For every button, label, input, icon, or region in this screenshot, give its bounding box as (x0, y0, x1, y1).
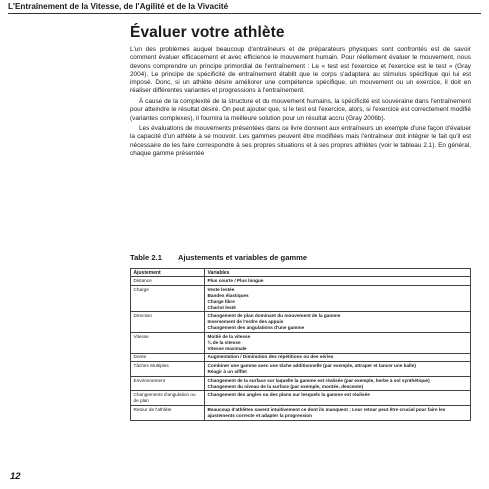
variable-item: Changement de la surface sur laquelle la gamme est réalisée (par exemple, herbe à sol synthétique) (207, 377, 430, 383)
column-header: Ajustement (131, 269, 205, 277)
table-row (131, 312, 471, 333)
variable-item: Bandes élastiques (207, 292, 249, 298)
table-row (131, 277, 471, 286)
section-title: Évaluer votre athlète (130, 24, 285, 41)
variable-item: Changement de plan dominant du mouvement de la gamme (207, 313, 341, 319)
paragraph: À cause de la complexité de la structure et du mouvement humains, la spécificité est souveraine dans l'entraînement pour atteindre le résultat désiré. On peut ajouter que, si le test est l'exercice, alors, si l'exercice est correctement modifié (variantes complexes), il fournira la meilleure solution pour un résultat accru (Gray 2006b). (130, 97, 471, 122)
adjustment-cell: Vitesse (131, 332, 205, 353)
adjustment-cell: Direction (131, 312, 205, 333)
variable-item: Réagir à un sifflet (207, 368, 247, 374)
variable-item: Augmentation / Diminution des répétitions ou des séries (207, 354, 334, 360)
table-caption (130, 253, 307, 263)
adjustment-cell: Distance (131, 277, 205, 286)
variables-cell (205, 353, 471, 362)
table-row (131, 285, 471, 312)
variable-item: Beaucoup d'athlètes savent intuitivement ce dont ils manquent ; Leur retour peut être crucial pour faire les ajustements correcte et adapter la progression (207, 406, 446, 418)
table-row (131, 376, 471, 391)
paragraph: L'un des problèmes auquel beaucoup d'entraîneurs et de préparateurs physiques sont confrontés est de savoir comment évaluer efficacement et avec efficience le mouvement humain. Pour réellement évaluer le mouvement, nous devons comprendre un principe primordial de l'entraînement : Le « test est l'exercice et l'exercice est le test » (Gray 2004). Le principe de spécificité de entraînement établit que le corps s'adaptera au stimulus spécifique qui lui est imposé. Donc, si un athlète désire améliorer une compétence spécifique, un mouvement ou un exercice, il doit en réaliser différentes variantes et progressions à l'entraînement. (130, 46, 471, 95)
variable-item: Chariot lesté (207, 304, 236, 310)
variables-cell (205, 362, 471, 377)
variables-cell (205, 405, 471, 420)
table-header-row (131, 269, 471, 277)
variable-item: Combiner une gamme avec une tâche additionnelle (par exemple, attraper et lancer une balle) (207, 362, 416, 368)
variable-item: Changement des angulations d'une gamme (207, 325, 305, 331)
variables-cell (205, 277, 471, 286)
variable-item: Plus courte / Plus longue (207, 277, 264, 283)
variables-cell (205, 391, 471, 406)
variable-item: ¾ de la vitesse (207, 339, 241, 345)
table-title: Ajustements et variables de gamme (178, 253, 308, 262)
running-header: L'Entraînement de la Vitesse, de l'Agilité et de la Vivacité (8, 0, 481, 14)
variable-item: Vitesse maximale (207, 345, 247, 351)
variables-cell (205, 332, 471, 353)
variables-cell (205, 376, 471, 391)
variable-item: Veste lestée (207, 286, 235, 292)
variable-item: Inversement de l'ordre des appuis (207, 319, 284, 325)
variables-cell (205, 285, 471, 312)
adjustment-cell: Charge (131, 285, 205, 312)
table-number: Table 2.1 (130, 253, 162, 262)
adjustment-cell: Changements d'angulation ou de plan (131, 391, 205, 406)
table-row (131, 391, 471, 406)
adjustment-cell: Retour de l'athlète (131, 405, 205, 420)
variable-item: Changement des angles ou des plans sur lesquels la gamme est réalisée (207, 392, 370, 398)
adjustment-cell: Durée (131, 353, 205, 362)
adjustment-cell: Environnement (131, 376, 205, 391)
table-row (131, 353, 471, 362)
adjustments-table (130, 268, 471, 421)
body-text (130, 46, 471, 160)
adjustment-cell: Tâches Multiples (131, 362, 205, 377)
table-row (131, 332, 471, 353)
column-header: Variables (205, 269, 471, 277)
paragraph: Les évaluations de mouvements présentées dans ce livre donnent aux entraîneurs un exemple d'une façon d'évaluer la capacité d'un athlète à se mouvoir. Les gammes peuvent être modifiées mais l'entraîneur doit intégrer le fait qu'il est nécessaire de les faire correspondre à ses propres situations et à ses propres athlètes (voir le tableau 2.1). En général, chaque gamme présentée (130, 125, 471, 157)
variable-item: Charge libre (207, 298, 235, 304)
variable-item: Changement du niveau de la surface (par exemple, montée, descente) (207, 383, 364, 389)
variable-item: Moitié de la vitesse (207, 333, 251, 339)
page-number: 12 (10, 471, 21, 482)
table-row (131, 405, 471, 420)
table-row (131, 362, 471, 377)
variables-cell (205, 312, 471, 333)
